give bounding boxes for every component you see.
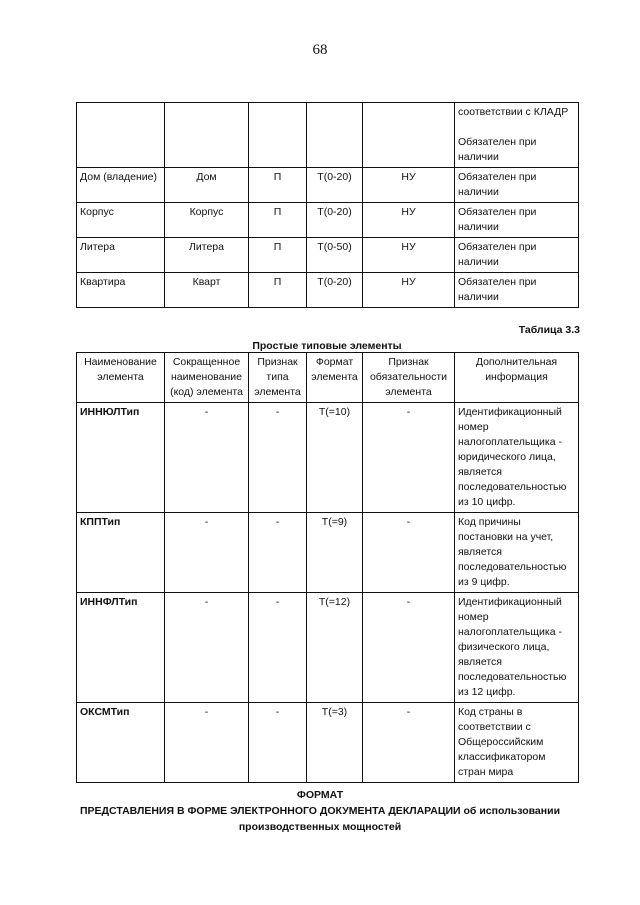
cell-info: Идентификационный номер налогоплательщика - физического лица, является последовательностью из 12 цифр. xyxy=(455,593,579,703)
cell-short: - xyxy=(165,703,249,783)
format-subheading-cont: производственных мощностей xyxy=(238,821,402,833)
cell-name: ИННЮЛТип xyxy=(77,403,165,513)
cell-short: Кварт xyxy=(165,273,249,308)
cell-format: Т(0-20) xyxy=(307,168,363,203)
cell-info: Обязателен при наличии xyxy=(455,203,579,238)
cell-info: Код страны в соответствии с Общероссийским классификатором стран мира xyxy=(455,703,579,783)
cell-type: - xyxy=(249,703,307,783)
column-header: Признак типа элемента xyxy=(249,353,307,403)
cell-name: Квартира xyxy=(77,273,165,308)
table-row xyxy=(77,203,579,238)
cell-info: Обязателен при наличии xyxy=(455,273,579,308)
cell-format: Т(=9) xyxy=(307,513,363,593)
column-header: Наименование элемента xyxy=(77,353,165,403)
column-header: Формат элемента xyxy=(307,353,363,403)
cell-type: П xyxy=(249,203,307,238)
cell-format: Т(0-20) xyxy=(307,203,363,238)
table-row xyxy=(77,238,579,273)
cell-info: Обязателен при наличии xyxy=(455,238,579,273)
info-line: соответствии с КЛАДР xyxy=(458,106,569,118)
table-row xyxy=(77,273,579,308)
format-heading: ФОРМАТ xyxy=(296,789,344,801)
cell-name: Корпус xyxy=(77,203,165,238)
table-row xyxy=(77,403,579,513)
cell-type: - xyxy=(249,593,307,703)
cell-req: - xyxy=(363,703,455,783)
table-title: Простые типовые элементы xyxy=(252,340,402,352)
simple-types-table xyxy=(76,352,579,783)
table-row xyxy=(77,103,579,168)
cell-short: - xyxy=(165,403,249,513)
table-row xyxy=(77,513,579,593)
cell-name: Дом (владение) xyxy=(77,168,165,203)
cell-name: ИННФЛТип xyxy=(77,593,165,703)
cell-type: - xyxy=(249,403,307,513)
info-spacer xyxy=(458,120,575,135)
cell-name: Литера xyxy=(77,238,165,273)
cell-info: Обязателен при наличии xyxy=(455,168,579,203)
cell-format: Т(=3) xyxy=(307,703,363,783)
column-header: Дополнительная информация xyxy=(455,353,579,403)
cell-type: П xyxy=(249,238,307,273)
cell-req: НУ xyxy=(363,203,455,238)
cell-type: - xyxy=(249,513,307,593)
cell-req: НУ xyxy=(363,238,455,273)
cell-req: - xyxy=(363,513,455,593)
table-row xyxy=(77,168,579,203)
cell-short: - xyxy=(165,593,249,703)
cell-short: Литера xyxy=(165,238,249,273)
cell-req: - xyxy=(363,593,455,703)
document-format-title xyxy=(60,787,580,835)
cell-short: Корпус xyxy=(165,203,249,238)
column-header: Сокращенное наименование (код) элемента xyxy=(165,353,249,403)
cell-short: Дом xyxy=(165,168,249,203)
cell-short: - xyxy=(165,513,249,593)
cell-req: НУ xyxy=(363,273,455,308)
cell-name: КППТип xyxy=(77,513,165,593)
cell-format: Т(=12) xyxy=(307,593,363,703)
format-subheading: ПРЕДСТАВЛЕНИЯ В ФОРМЕ ЭЛЕКТРОННОГО ДОКУМЕНТА ДЕКЛАРАЦИИ об использовании xyxy=(79,805,561,817)
cell-format: Т(0-50) xyxy=(307,238,363,273)
info-cell xyxy=(455,103,579,168)
page-number: 68 xyxy=(312,42,328,58)
table-label: Таблица 3.3 xyxy=(518,324,580,336)
cell-req: - xyxy=(363,403,455,513)
table-row xyxy=(77,703,579,783)
cell-name: ОКСМТип xyxy=(77,703,165,783)
cell-type: П xyxy=(249,168,307,203)
cell-format: Т(0-20) xyxy=(307,273,363,308)
cell-info: Код причины постановки на учет, является последовательностью из 9 цифр. xyxy=(455,513,579,593)
column-header: Признак обязательности элемента xyxy=(363,353,455,403)
info-line: Обязателен при наличии xyxy=(458,136,537,163)
cell-req: НУ xyxy=(363,168,455,203)
table-row xyxy=(77,593,579,703)
cell-format: Т(=10) xyxy=(307,403,363,513)
cell-type: П xyxy=(249,273,307,308)
table-header-row xyxy=(77,353,579,403)
address-elements-table xyxy=(76,102,579,308)
cell-info: Идентификационный номер налогоплательщика - юридического лица, является последовательностью из 10 цифр. xyxy=(455,403,579,513)
